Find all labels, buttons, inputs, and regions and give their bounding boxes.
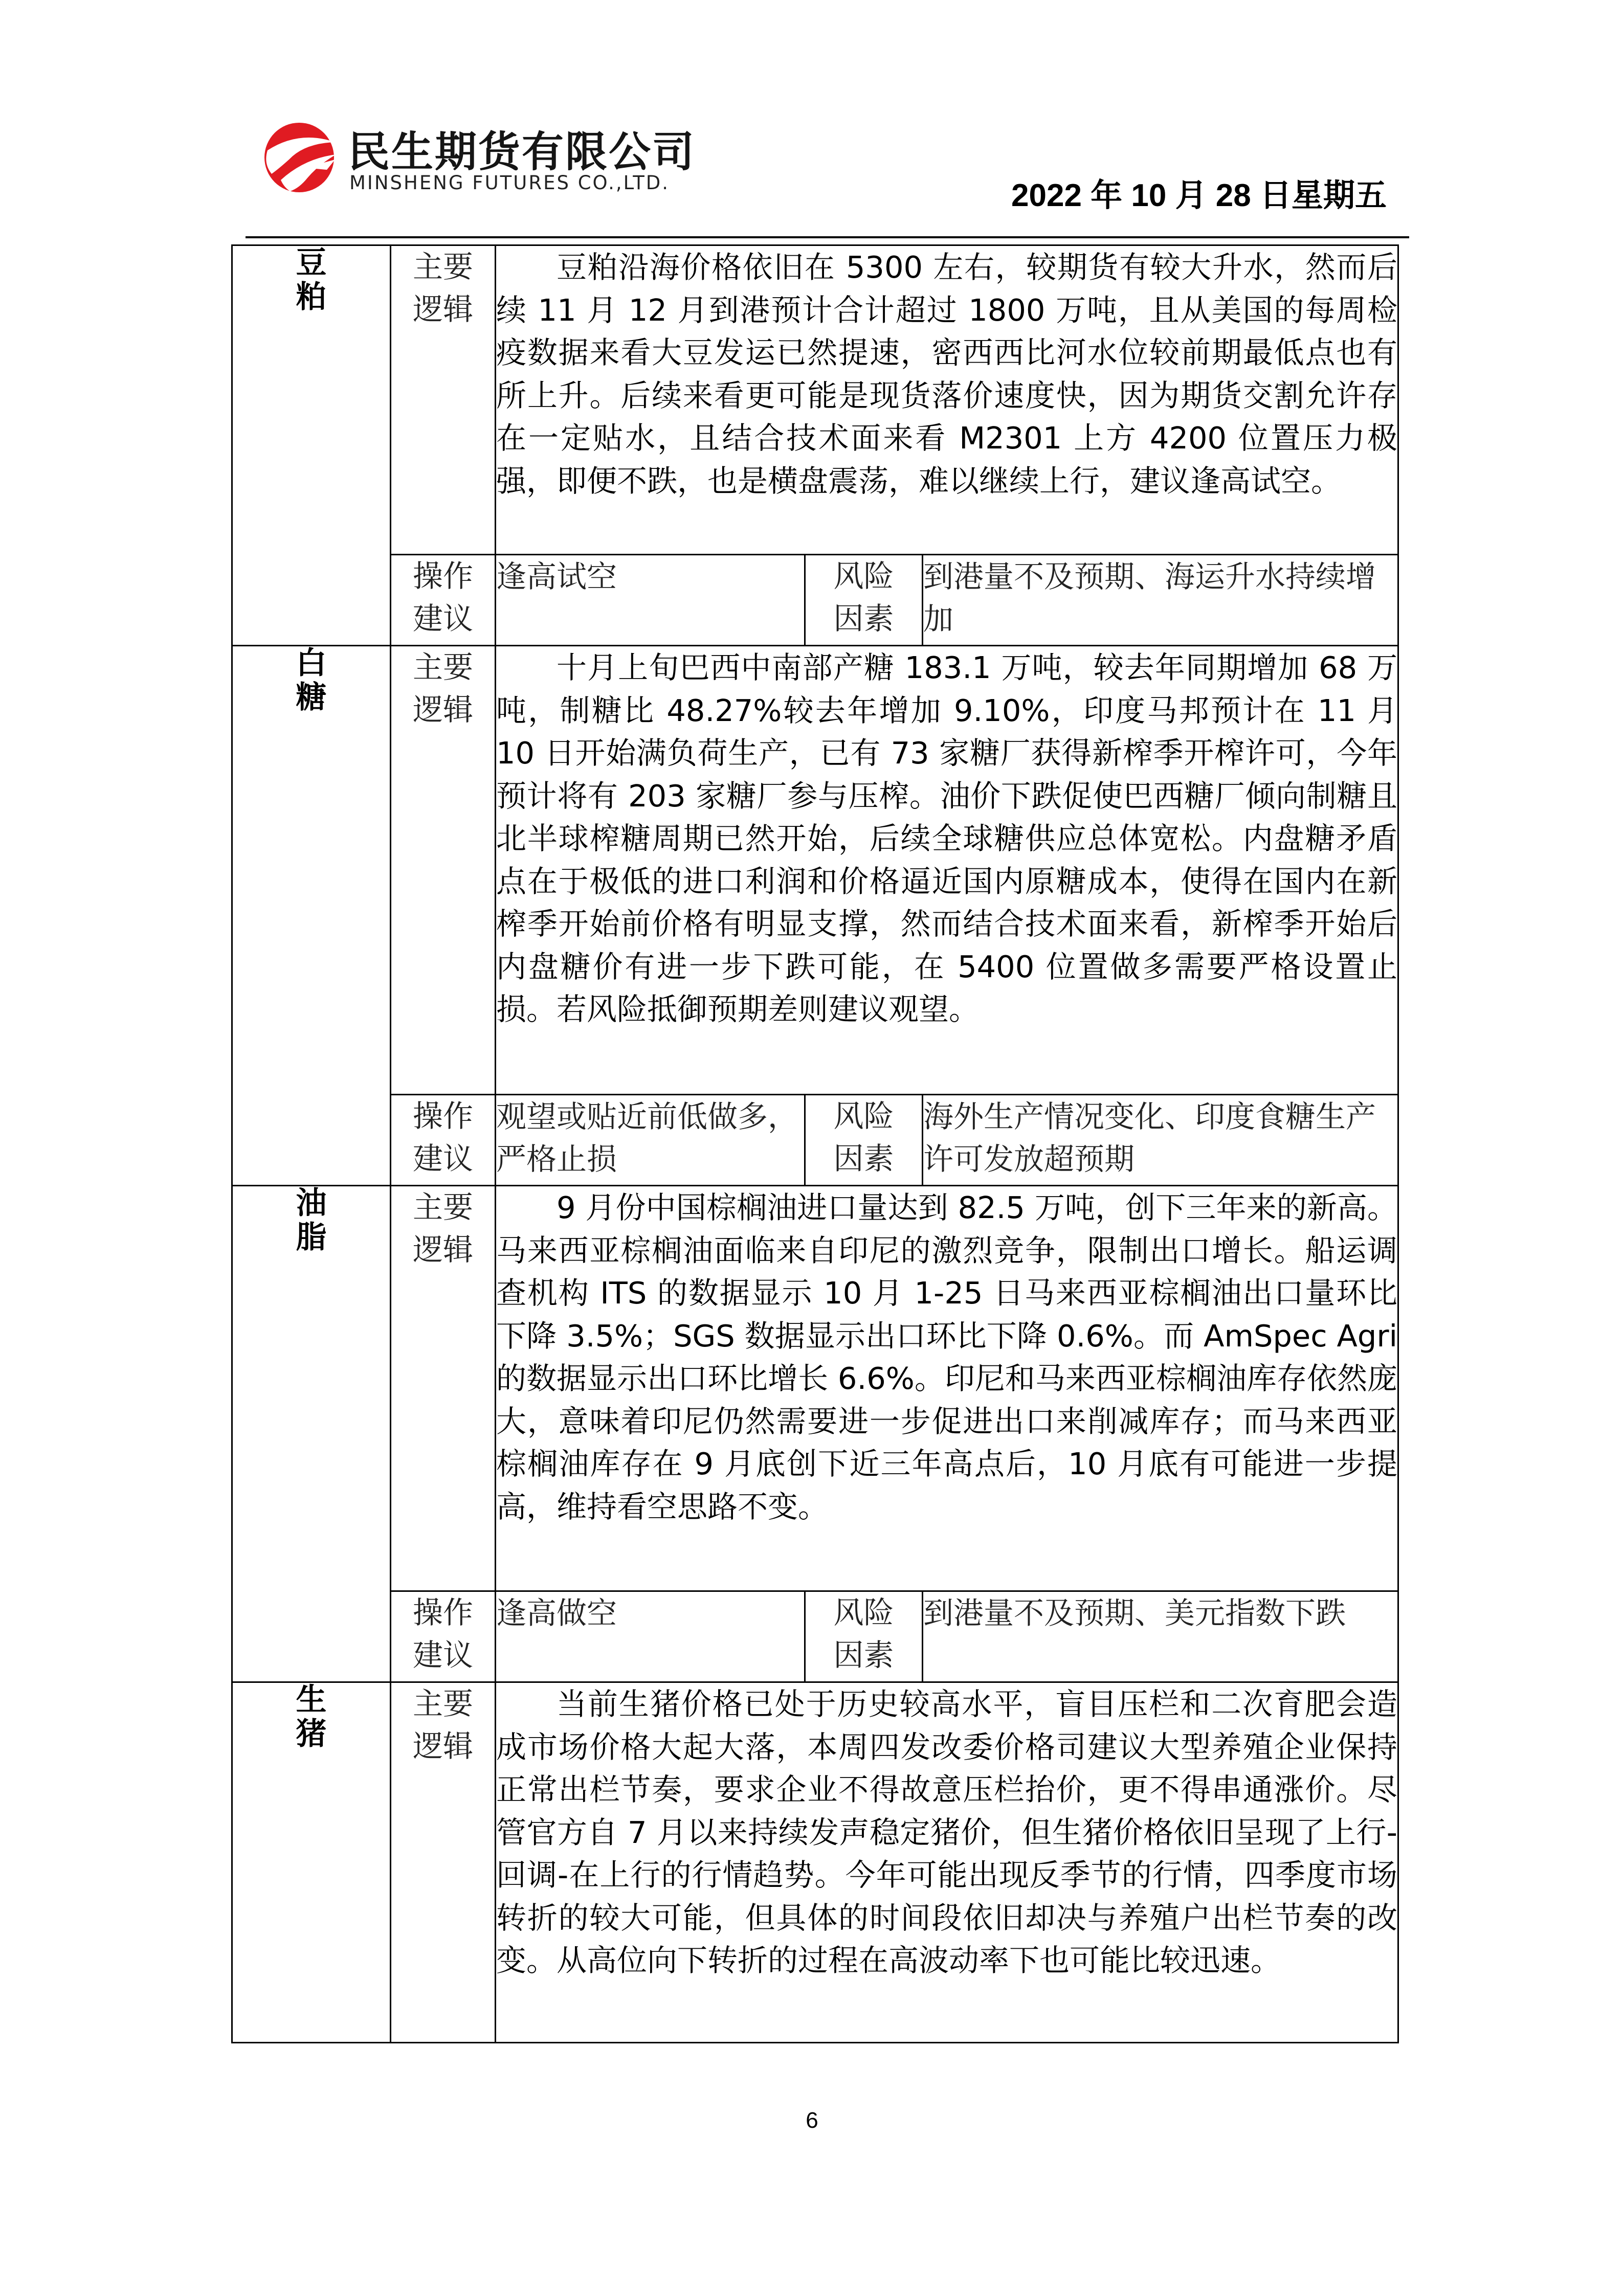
operation-value: 逢高试空	[496, 555, 805, 646]
operation-value: 观望或贴近前低做多，严格止损	[496, 1095, 805, 1186]
category-label: 白糖	[296, 645, 327, 716]
label-main-logic: 主要逻辑	[391, 245, 496, 555]
table-row	[232, 1591, 1398, 1682]
header-rule	[246, 236, 1409, 238]
report-date: 2022 年 10 月 28 日星期五	[1011, 178, 1387, 213]
label-main-logic: 主要逻辑	[391, 646, 496, 1095]
analysis-table	[231, 244, 1399, 2043]
table-row	[232, 555, 1398, 646]
logic-text: 9 月份中国棕榈油进口量达到 82.5 万吨，创下三年来的新高。马来西亚棕榈油面临来自印尼的激烈竞争，限制出口增长。船运调查机构 ITS 的数据显示 10 月 1-25 日马来西亚棕榈油出口量环比下降 3.5%；SGS 数据显示出口环比下降 0.6%。而 AmSpec Agri 的数据显示出口环比增长 6.6%。印尼和马来西亚棕榈油库存依然庞大，意味着印尼仍然需要进一步促进出口来削减库存；而马来西亚棕榈油库存在 9 月底创下近三年高点后，10 月底有可能进一步提高，维持看空思路不变。	[496, 1190, 1398, 1524]
category-cell	[232, 1682, 391, 2043]
company-name-en: MINSHENG FUTURES CO.,LTD.	[349, 172, 670, 194]
label-risk: 风险因素	[805, 555, 923, 646]
logic-text: 十月上旬巴西中南部产糖 183.1 万吨，较去年同期增加 68 万吨，制糖比 48.27%较去年增加 9.10%，印度马邦预计在 11 月 10 日开始满负荷生产，已有 73 家糖厂获得新榨季开榨许可，今年预计将有 203 家糖厂参与压榨。油价下跌促使巴西糖厂倾向制糖且北半球榨糖周期已然开始，后续全球糖供应总体宽松。内盘糖矛盾点在于极低的进口利润和价格逼近国内原糖成本，使得在国内在新榨季开始前价格有明显支撑，然而结合技术面来看，新榨季开始后内盘糖价有进一步下跌可能，在 5400 位置做多需要严格设置止损。若风险抵御预期差则建议观望。	[496, 650, 1398, 1027]
label-risk: 风险因素	[805, 1591, 923, 1682]
logic-cell	[496, 245, 1398, 555]
category-label: 油脂	[296, 1185, 327, 1256]
label-risk: 风险因素	[805, 1095, 923, 1186]
logic-text: 豆粕沿海价格依旧在 5300 左右，较期货有较大升水，然而后续 11 月 12 月到港预计合计超过 1800 万吨，且从美国的每周检疫数据来看大豆发运已然提速，密西西比河水位较前期最低点也有所上升。后续来看更可能是现货落价速度快，因为期货交割允许存在一定贴水，且结合技术面来看 M2301 上方 4200 位置压力极强，即便不跌，也是横盘震荡，难以继续上行，建议逢高试空。	[496, 250, 1398, 499]
label-operation: 操作建议	[391, 555, 496, 646]
category-cell	[232, 245, 391, 646]
table-row	[232, 1186, 1398, 1591]
table-row	[232, 646, 1398, 1095]
logic-text: 当前生猪价格已处于历史较高水平，盲目压栏和二次育肥会造成市场价格大起大落，本周四发改委价格司建议大型养殖企业保持正常出栏节奏，要求企业不得故意压栏抬价，更不得串通涨价。尽管官方自 7 月以来持续发声稳定猪价，但生猪价格依旧呈现了上行-回调-在上行的行情趋势。今年可能出现反季节的行情，四季度市场转折的较大可能，但具体的时间段依旧却决与养殖户出栏节奏的改变。从高位向下转折的过程在高波动率下也可能比较迅速。	[496, 1686, 1398, 1978]
category-label: 豆粕	[296, 245, 327, 316]
logic-cell	[496, 1186, 1398, 1591]
company-logo	[258, 117, 749, 204]
operation-value: 逢高做空	[496, 1591, 805, 1682]
risk-value: 到港量不及预期、美元指数下跌	[923, 1591, 1398, 1682]
category-label: 生猪	[296, 1682, 327, 1752]
risk-value: 海外生产情况变化、印度食糖生产许可发放超预期	[923, 1095, 1398, 1186]
category-cell	[232, 1186, 391, 1682]
company-name-cn: 民生期货有限公司	[348, 128, 696, 176]
label-main-logic: 主要逻辑	[391, 1682, 496, 2043]
risk-value: 到港量不及预期、海运升水持续增加	[923, 555, 1398, 646]
table-row	[232, 1095, 1398, 1186]
logic-cell	[496, 1682, 1398, 2043]
label-operation: 操作建议	[391, 1095, 496, 1186]
logic-cell	[496, 646, 1398, 1095]
category-cell	[232, 646, 391, 1186]
page-number: 6	[806, 2108, 818, 2133]
minsheng-emblem-icon	[258, 117, 340, 198]
label-operation: 操作建议	[391, 1591, 496, 1682]
table-row	[232, 245, 1398, 555]
table-row	[232, 1682, 1398, 2043]
label-main-logic: 主要逻辑	[391, 1186, 496, 1591]
